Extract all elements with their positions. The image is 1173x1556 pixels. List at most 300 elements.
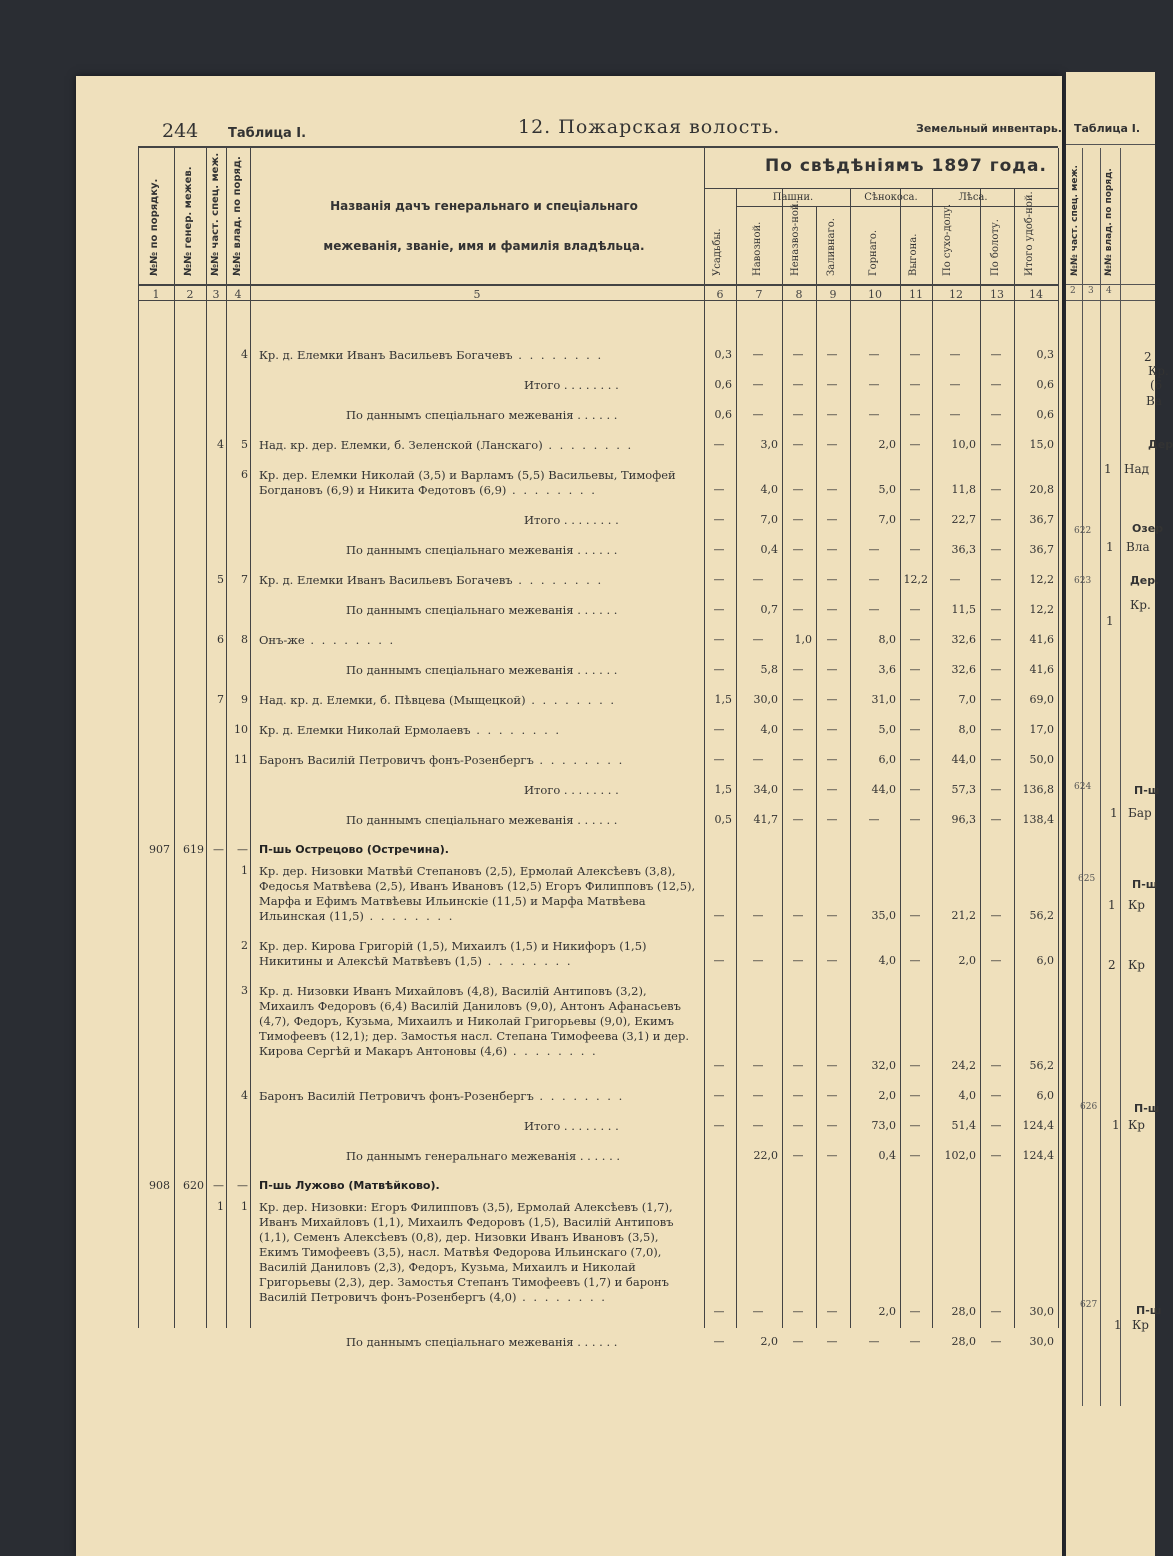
value-cell: — bbox=[752, 378, 764, 391]
value-cell: 1,5 bbox=[714, 693, 732, 706]
facing-fragment: 1 bbox=[1108, 898, 1116, 912]
facing-fragment: Кр bbox=[1128, 1118, 1145, 1132]
value-cell: — bbox=[713, 663, 725, 676]
row-num-owner: 2 bbox=[241, 939, 248, 952]
value-cell: 50,0 bbox=[1029, 753, 1054, 766]
row-num-owner: 4 bbox=[241, 1089, 248, 1102]
owner-entry-text: Над. кр. д. Елемки, б. Пѣвцева (Мыщецкой) bbox=[259, 693, 526, 707]
value-cell: — bbox=[752, 1119, 764, 1132]
col-header-2: №№ генер. межев. bbox=[183, 166, 194, 276]
owner-entry bbox=[259, 723, 699, 738]
dot-leader: . . . . . . . . bbox=[542, 438, 634, 452]
facing-fragment: Вла bbox=[1126, 540, 1150, 554]
group-rule bbox=[736, 206, 1058, 207]
dot-leader: . . . . . . . . bbox=[533, 753, 625, 767]
row-num-order: 907 bbox=[149, 843, 170, 856]
facing-fragment: П-ш bbox=[1132, 878, 1158, 891]
value-cell: — bbox=[752, 348, 764, 361]
facing-fragment: П-ш bbox=[1136, 1304, 1162, 1317]
value-cell: — bbox=[990, 573, 1002, 586]
survey-reference-label: По даннымъ спеціальнаго межеванія . . . . . . bbox=[346, 813, 618, 827]
row-num-owner: 1 bbox=[241, 864, 248, 877]
facing-col-rule bbox=[1100, 148, 1101, 1406]
value-cell: — bbox=[826, 348, 838, 361]
value-cell: — bbox=[826, 1089, 838, 1102]
value-cell: 69,0 bbox=[1029, 693, 1054, 706]
value-cell: 12,2 bbox=[903, 573, 928, 586]
year-header: По свѣдѣніямъ 1897 года. bbox=[765, 156, 1047, 176]
survey-reference-label: По даннымъ спеціальнаго межеванія . . . . . . bbox=[346, 1335, 618, 1349]
column-number: 9 bbox=[829, 288, 837, 301]
row-num-order: 908 bbox=[149, 1179, 170, 1192]
itogo-row-label: Итого . . . . . . . . bbox=[524, 1119, 619, 1133]
value-cell: — bbox=[909, 348, 921, 361]
value-cell: 0,7 bbox=[760, 603, 778, 616]
owner-entry bbox=[259, 984, 699, 1074]
value-cell: — bbox=[990, 753, 1002, 766]
value-cell: — bbox=[909, 1059, 921, 1072]
value-cell: 102,0 bbox=[944, 1149, 976, 1162]
value-cell: — bbox=[826, 1335, 838, 1348]
value-cell: — bbox=[909, 1305, 921, 1318]
value-cell: 2,0 bbox=[878, 438, 896, 451]
value-cell: 136,8 bbox=[1022, 783, 1054, 796]
value-cell: — bbox=[949, 348, 961, 361]
dot-leader: . . . . . . . . bbox=[507, 1044, 598, 1058]
value-cell: — bbox=[792, 783, 804, 796]
value-cell: — bbox=[713, 633, 725, 646]
value-cell: 34,0 bbox=[753, 783, 778, 796]
owner-entry bbox=[259, 438, 699, 453]
value-cell: 5,0 bbox=[878, 723, 896, 736]
col-rule bbox=[1014, 188, 1015, 1328]
value-cell: 5,8 bbox=[760, 663, 778, 676]
value-cell: 12,2 bbox=[1029, 603, 1054, 616]
value-cell: — bbox=[713, 603, 725, 616]
col-rule bbox=[1058, 148, 1059, 1328]
value-cell: — bbox=[990, 378, 1002, 391]
column-number: 2 bbox=[186, 288, 194, 301]
survey-reference-label: По даннымъ спеціальнаго межеванія . . . . . . bbox=[346, 408, 618, 422]
value-cell: — bbox=[713, 438, 725, 451]
value-cell: — bbox=[792, 513, 804, 526]
column-number: 7 bbox=[755, 288, 763, 301]
value-cell: 0,6 bbox=[714, 408, 732, 421]
value-cell: 3,0 bbox=[760, 438, 778, 451]
value-cell: — bbox=[792, 1335, 804, 1348]
owner-entry-text: Баронъ Василій Петровичъ фонъ-Розенбергъ bbox=[259, 1089, 534, 1103]
value-cell: — bbox=[792, 1059, 804, 1072]
facing-fragment: 624 bbox=[1074, 782, 1092, 792]
section-heading: П-шь Лужово (Матвѣйково). bbox=[259, 1179, 440, 1192]
row-num-owner: 3 bbox=[241, 984, 248, 997]
value-cell: — bbox=[826, 1305, 838, 1318]
year-rule bbox=[704, 188, 1058, 189]
value-cell: — bbox=[713, 954, 725, 967]
value-cell: — bbox=[792, 573, 804, 586]
survey-reference-label: По даннымъ спеціальнаго межеванія . . . . . . bbox=[346, 543, 618, 557]
owner-entry bbox=[259, 1089, 699, 1104]
value-cell: 35,0 bbox=[871, 909, 896, 922]
column-number: 8 bbox=[795, 288, 803, 301]
value-cell: — bbox=[826, 663, 838, 676]
itogo-row-label: Итого . . . . . . . . bbox=[524, 513, 619, 527]
value-cell: — bbox=[949, 378, 961, 391]
col-rule bbox=[782, 188, 783, 1328]
facing-col-header: №№ влад. по поряд. bbox=[1104, 168, 1114, 276]
group-pashni: Пашни. bbox=[772, 192, 814, 203]
value-cell: — bbox=[826, 783, 838, 796]
survey-reference-label: По даннымъ генеральнаго межеванія . . . . . . bbox=[346, 1149, 621, 1163]
value-cell: 8,0 bbox=[878, 633, 896, 646]
column-number: 13 bbox=[990, 288, 1004, 301]
value-cell: — bbox=[909, 909, 921, 922]
owner-entry-text: Кр. д. Низовки Иванъ Михайловъ (4,8), Василій Антиповъ (3,2), Михаилъ Федоровъ (6,4) Василій Даниловъ (9,0), Антонъ Афанасьевъ (4,7), Федоръ, Кузьма, Михаилъ и Николай Григорьевы (9,0), Екимъ Тимофеевъ (12,1); дер. Замостья насл. Степана Тимофеева (3,1) и дер. Кирова Сергѣй и Макаръ Антоновы (4,6) bbox=[259, 984, 689, 1058]
value-cell: 6,0 bbox=[1036, 954, 1054, 967]
value-cell: — bbox=[713, 723, 725, 736]
group-senokosa: Сѣнокоса. bbox=[864, 192, 918, 203]
value-cell: 7,0 bbox=[878, 513, 896, 526]
value-cell: — bbox=[752, 408, 764, 421]
value-cell: 51,4 bbox=[951, 1119, 976, 1132]
row-num-special: 4 bbox=[217, 438, 224, 451]
row-num-owner: 5 bbox=[241, 438, 248, 451]
facing-header-rule bbox=[1066, 284, 1155, 285]
value-cell: 10,0 bbox=[951, 438, 976, 451]
value-cell: 22,7 bbox=[951, 513, 976, 526]
facing-fragment: Дер. bbox=[1130, 574, 1160, 587]
value-cell: — bbox=[826, 378, 838, 391]
value-cell: — bbox=[990, 783, 1002, 796]
value-cell: 31,0 bbox=[871, 693, 896, 706]
value-cell: — bbox=[713, 909, 725, 922]
row-num-owner: 10 bbox=[234, 723, 248, 736]
facing-col-header: №№ част. спец. меж. bbox=[1070, 165, 1080, 276]
row-num-special: 1 bbox=[217, 1200, 224, 1213]
facing-colnum: 4 bbox=[1106, 286, 1112, 296]
volost-title: 12. Пожарская волость. bbox=[518, 116, 781, 138]
owner-entry bbox=[259, 1200, 699, 1320]
value-cell: — bbox=[868, 603, 880, 616]
value-cell: — bbox=[990, 1119, 1002, 1132]
value-cell: — bbox=[990, 438, 1002, 451]
value-cell: 124,4 bbox=[1022, 1149, 1054, 1162]
value-cell: 28,0 bbox=[951, 1335, 976, 1348]
col-rule bbox=[980, 188, 981, 1328]
value-cell: — bbox=[792, 1119, 804, 1132]
col-po-bolotu: По болоту. bbox=[990, 219, 1001, 276]
running-header: Земельный инвентарь. bbox=[916, 122, 1062, 135]
value-cell: 0,3 bbox=[714, 348, 732, 361]
table-top-rule bbox=[138, 146, 1058, 148]
value-cell: — bbox=[826, 954, 838, 967]
value-cell: — bbox=[826, 633, 838, 646]
facing-fragment: Кр bbox=[1128, 958, 1145, 972]
group-lesa: Лѣса. bbox=[958, 192, 988, 203]
owner-entry-text: Кр. дер. Низовки: Егоръ Филипповъ (3,5), Ермолай Алексѣевъ (1,7), Иванъ Михайловъ (1,1), Михаилъ Федоровъ (1,5), Василій Антиповъ (1,1), Семенъ Алексѣевъ (0,8), дер. Низовки Иванъ Ивановъ (3,5), Екимъ Тимофеевъ (3,5), насл. Матвѣя Федорова Ильинскаго (7,0), Василій Даниловъ (2,3), Федоръ, Кузьма, Михаилъ и Николай Григорьевы (2,3), дер. Замостья Степанъ Тимофеевъ (1,7) и баронъ Василій Петровичъ фонъ-Розенбергъ (4,0) bbox=[259, 1200, 674, 1304]
dot-leader: . . . . . . . . bbox=[304, 633, 396, 647]
value-cell: 30,0 bbox=[1029, 1335, 1054, 1348]
survey-reference-label: По даннымъ спеціальнаго межеванія . . . . . . bbox=[346, 663, 618, 677]
owner-entry-text: Кр. дер. Низовки Матвѣй Степановъ (2,5), Ермолай Алексѣевъ (3,8), Федосья Матвѣева (2,5), Иванъ Ивановъ (12,5) Егоръ Филипповъ (12,5), Марфа и Ефимъ Матвѣевы Ильинскіе (11,5) и Марфа Матвѣева Ильинская (11,5) bbox=[259, 864, 696, 923]
value-cell: 4,0 bbox=[958, 1089, 976, 1102]
col-rule bbox=[250, 148, 251, 1328]
owner-entry-text: Кр. д. Елемки Иванъ Васильевъ Богачевъ bbox=[259, 573, 513, 587]
value-cell: — bbox=[990, 1305, 1002, 1318]
value-cell: — bbox=[713, 1059, 725, 1072]
owner-entry-text: Кр. д. Елемки Иванъ Васильевъ Богачевъ bbox=[259, 348, 513, 362]
value-cell: — bbox=[868, 408, 880, 421]
value-cell: — bbox=[909, 1119, 921, 1132]
value-cell: 2,0 bbox=[878, 1305, 896, 1318]
column-number: 11 bbox=[909, 288, 923, 301]
value-cell: — bbox=[792, 1089, 804, 1102]
facing-fragment: Дер bbox=[1148, 438, 1173, 451]
value-cell: — bbox=[990, 633, 1002, 646]
value-cell: 15,0 bbox=[1029, 438, 1054, 451]
value-cell: — bbox=[792, 438, 804, 451]
dot-leader: . . . . . . . . bbox=[533, 1089, 625, 1103]
owner-entry-text: Баронъ Василій Петровичъ фонъ-Розенбергъ bbox=[259, 753, 534, 767]
value-cell: 36,3 bbox=[951, 543, 976, 556]
value-cell: — bbox=[792, 348, 804, 361]
value-cell: — bbox=[792, 408, 804, 421]
value-cell: — bbox=[826, 603, 838, 616]
value-cell: — bbox=[909, 543, 921, 556]
dot-leader: . . . . . . . . bbox=[470, 723, 562, 737]
row-num-general: 620 bbox=[183, 1179, 204, 1192]
value-cell: — bbox=[792, 1149, 804, 1162]
value-cell: — bbox=[752, 954, 764, 967]
dot-leader: . . . . . . . . bbox=[525, 693, 617, 707]
facing-fragment: Кр bbox=[1132, 1318, 1149, 1332]
value-cell: 12,2 bbox=[1029, 573, 1054, 586]
col-header-3: №№ част. спец. меж. bbox=[210, 152, 221, 276]
owner-entry bbox=[259, 468, 699, 498]
value-cell: — bbox=[826, 1119, 838, 1132]
column-number: 3 bbox=[212, 288, 220, 301]
facing-fragment: (6 bbox=[1150, 378, 1163, 392]
value-cell: 11,5 bbox=[951, 603, 976, 616]
header-bottom-rule bbox=[138, 284, 1058, 286]
dot-leader: . . . . . . . . bbox=[506, 483, 597, 497]
value-cell: 0,3 bbox=[1036, 348, 1054, 361]
value-cell: — bbox=[990, 348, 1002, 361]
ledger-page bbox=[76, 76, 1062, 1556]
value-cell: 6,0 bbox=[1036, 1089, 1054, 1102]
facing-fragment: 2 bbox=[1144, 350, 1152, 364]
value-cell: — bbox=[909, 513, 921, 526]
value-cell: — bbox=[909, 483, 921, 496]
value-cell: — bbox=[792, 483, 804, 496]
value-cell: — bbox=[909, 378, 921, 391]
facing-table-label: Таблица I. bbox=[1074, 122, 1141, 135]
owner-entry-text: Кр. дер. Кирова Григорій (1,5), Михаилъ (1,5) и Никифоръ (1,5) Никитины и Алексѣй Матвѣевъ (1,5) bbox=[259, 939, 647, 968]
value-cell: — bbox=[713, 1089, 725, 1102]
value-cell: — bbox=[868, 543, 880, 556]
column-number: 5 bbox=[473, 288, 481, 301]
value-cell: — bbox=[868, 378, 880, 391]
value-cell: — bbox=[949, 573, 961, 586]
value-cell: 36,7 bbox=[1029, 543, 1054, 556]
value-cell: 0,6 bbox=[714, 378, 732, 391]
value-cell: — bbox=[752, 1059, 764, 1072]
value-cell: — bbox=[826, 693, 838, 706]
value-cell: 3,6 bbox=[878, 663, 896, 676]
row-num-general: 619 bbox=[183, 843, 204, 856]
value-cell: 30,0 bbox=[753, 693, 778, 706]
facing-col-rule bbox=[1120, 148, 1121, 1406]
value-cell: — bbox=[868, 813, 880, 826]
value-cell: — bbox=[909, 813, 921, 826]
value-cell: — bbox=[826, 513, 838, 526]
value-cell: 0,6 bbox=[1036, 378, 1054, 391]
value-cell: — bbox=[713, 1305, 725, 1318]
col-vygona: Выгона. bbox=[908, 233, 919, 276]
row-num-special: 6 bbox=[217, 633, 224, 646]
value-cell: 41,6 bbox=[1029, 633, 1054, 646]
value-cell: 11,8 bbox=[951, 483, 976, 496]
value-cell: — bbox=[909, 438, 921, 451]
value-cell: — bbox=[792, 1305, 804, 1318]
column-number: 14 bbox=[1029, 288, 1043, 301]
value-cell: — bbox=[792, 603, 804, 616]
col-gornago: Горнаго. bbox=[868, 229, 879, 276]
value-cell: 56,2 bbox=[1029, 1059, 1054, 1072]
value-cell: — bbox=[752, 633, 764, 646]
facing-colnum: 2 bbox=[1070, 286, 1076, 296]
value-cell: 21,2 bbox=[951, 909, 976, 922]
value-cell: — bbox=[909, 1149, 921, 1162]
value-cell: — bbox=[752, 1089, 764, 1102]
value-cell: — bbox=[909, 1089, 921, 1102]
value-cell: — bbox=[909, 753, 921, 766]
value-cell: — bbox=[826, 438, 838, 451]
value-cell: — bbox=[909, 1335, 921, 1348]
col-rule bbox=[736, 188, 737, 1328]
value-cell: — bbox=[792, 693, 804, 706]
value-cell: — bbox=[990, 513, 1002, 526]
column-number: 6 bbox=[716, 288, 724, 301]
value-cell: 96,3 bbox=[951, 813, 976, 826]
value-cell: 0,5 bbox=[714, 813, 732, 826]
facing-fragment: 625 bbox=[1078, 874, 1096, 884]
facing-fragment: Над bbox=[1124, 462, 1150, 476]
dot-leader: . . . . . . . . bbox=[482, 954, 573, 968]
value-cell: — bbox=[752, 909, 764, 922]
facing-fragment: 2 bbox=[1108, 958, 1116, 972]
column-number: 10 bbox=[868, 288, 882, 301]
value-cell: 41,6 bbox=[1029, 663, 1054, 676]
dot-leader: . . . . . . . . bbox=[512, 573, 604, 587]
dot-leader: . . . . . . . . bbox=[512, 348, 604, 362]
value-cell: 2,0 bbox=[760, 1335, 778, 1348]
column-number: 1 bbox=[152, 288, 160, 301]
col-itogo-udobnoi: Итого удоб-ной. bbox=[1024, 191, 1035, 276]
value-cell: — bbox=[826, 408, 838, 421]
value-cell: 24,2 bbox=[951, 1059, 976, 1072]
page-number: 244 bbox=[162, 120, 199, 142]
owner-entry bbox=[259, 753, 699, 768]
value-cell: 4,0 bbox=[878, 954, 896, 967]
names-column-header: Названія дачъ генеральнаго и спеціальнаго межеванія, званіе, имя и фамилія владѣльца. bbox=[323, 199, 645, 253]
row-num-owner: 4 bbox=[241, 348, 248, 361]
row-num-owner: 8 bbox=[241, 633, 248, 646]
value-cell: 30,0 bbox=[1029, 1305, 1054, 1318]
row-num-owner: 6 bbox=[241, 468, 248, 481]
row-num-special: — bbox=[213, 843, 224, 856]
col-usadby: Усадьбы. bbox=[712, 228, 723, 276]
column-number: 12 bbox=[949, 288, 963, 301]
value-cell: — bbox=[713, 1335, 725, 1348]
value-cell: — bbox=[909, 954, 921, 967]
value-cell: — bbox=[792, 954, 804, 967]
owner-entry bbox=[259, 348, 699, 363]
value-cell: — bbox=[752, 1305, 764, 1318]
value-cell: 124,4 bbox=[1022, 1119, 1054, 1132]
value-cell: — bbox=[713, 573, 725, 586]
col-rule bbox=[226, 148, 227, 1328]
col-rule bbox=[206, 148, 207, 1328]
value-cell: — bbox=[826, 753, 838, 766]
value-cell: — bbox=[792, 723, 804, 736]
column-number: 4 bbox=[234, 288, 242, 301]
value-cell: 0,6 bbox=[1036, 408, 1054, 421]
facing-fragment: Кр bbox=[1128, 898, 1145, 912]
value-cell: — bbox=[713, 753, 725, 766]
owner-entry-text: Над. кр. дер. Елемки, б. Зеленской (Ланскаго) bbox=[259, 438, 543, 452]
value-cell: — bbox=[713, 1119, 725, 1132]
value-cell: — bbox=[990, 603, 1002, 616]
value-cell: — bbox=[713, 543, 725, 556]
facing-fragment: Кр. bbox=[1148, 364, 1169, 378]
dot-leader: . . . . . . . . bbox=[363, 909, 455, 923]
value-cell: — bbox=[990, 543, 1002, 556]
row-num-owner: 1 bbox=[241, 1200, 248, 1213]
facing-fragment: 626 bbox=[1080, 1102, 1098, 1112]
owner-entry-text: Кр. д. Елемки Николай Ермолаевъ bbox=[259, 723, 471, 737]
value-cell: — bbox=[949, 408, 961, 421]
value-cell: — bbox=[826, 813, 838, 826]
owner-entry bbox=[259, 939, 699, 969]
value-cell: — bbox=[868, 348, 880, 361]
value-cell: — bbox=[752, 753, 764, 766]
value-cell: — bbox=[990, 1059, 1002, 1072]
value-cell: — bbox=[990, 1149, 1002, 1162]
value-cell: — bbox=[792, 543, 804, 556]
value-cell: 1,5 bbox=[714, 783, 732, 796]
row-num-owner: — bbox=[237, 1179, 248, 1192]
value-cell: — bbox=[826, 723, 838, 736]
value-cell: — bbox=[868, 573, 880, 586]
col-rule bbox=[816, 206, 817, 1328]
section-heading: П-шь Острецово (Остречина). bbox=[259, 843, 449, 856]
facing-fragment: 1 bbox=[1104, 462, 1112, 476]
value-cell: 73,0 bbox=[871, 1119, 896, 1132]
value-cell: — bbox=[909, 408, 921, 421]
facing-top-rule bbox=[1066, 144, 1155, 145]
value-cell: — bbox=[990, 723, 1002, 736]
facing-fragment: Кр. bbox=[1130, 598, 1151, 612]
value-cell: — bbox=[792, 378, 804, 391]
value-cell: 1,0 bbox=[794, 633, 812, 646]
row-num-special: 7 bbox=[217, 693, 224, 706]
owner-entry bbox=[259, 573, 699, 588]
owner-entry-text: Кр. дер. Елемки Николай (3,5) и Варламъ (5,5) Васильевы, Тимофей Богдановъ (6,9) и Никита Федотовъ (6,9) bbox=[259, 468, 676, 497]
value-cell: — bbox=[909, 723, 921, 736]
col-header-4: №№ влад. по поряд. bbox=[232, 156, 243, 276]
value-cell: — bbox=[909, 603, 921, 616]
